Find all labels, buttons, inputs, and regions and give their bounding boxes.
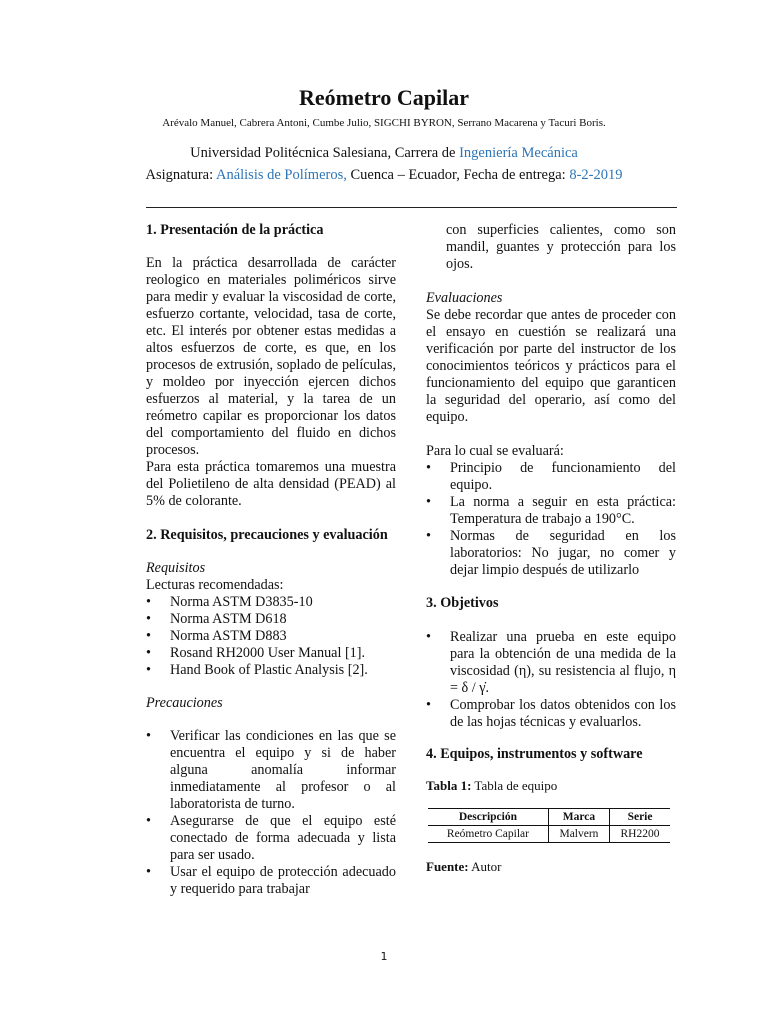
table-header-cell: Serie bbox=[610, 809, 670, 826]
list-item: • Realizar una prueba en este equipo para la obtención de una medida de la viscosidad (η), su resistencia al flujo, η = δ / γ̇. bbox=[426, 629, 676, 696]
university-prefix: Universidad Politécnica Salesiana, Carrera de bbox=[190, 145, 460, 161]
bullet: • bbox=[426, 528, 431, 544]
equipment-table bbox=[428, 808, 670, 843]
section-1-paragraph-2: Para esta práctica tomaremos una muestra del Polietileno de alta densidad (PEAD) al 5% de colorante. bbox=[146, 459, 396, 509]
subject-middle: Cuenca – Ecuador, Fecha de entrega: bbox=[346, 167, 570, 183]
list-item: • La norma a seguir en esta práctica: Temperatura de trabajo a 190°C. bbox=[426, 494, 676, 527]
evaluaciones-subheading: Evaluaciones bbox=[426, 290, 503, 306]
list-item: • Comprobar los datos obtenidos con los de las hojas técnicas y evaluarlos. bbox=[426, 697, 676, 730]
left-column bbox=[146, 222, 396, 898]
bullet: • bbox=[146, 662, 151, 678]
table-cell: Reómetro Capilar bbox=[428, 826, 548, 843]
bullet: • bbox=[146, 813, 151, 829]
list-item: • Principio de funcionamiento del equipo. bbox=[426, 460, 676, 493]
precaution-continued: con superficies calientes, como son mandil, guantes y protección para los ojos. bbox=[446, 222, 676, 272]
readings-list bbox=[146, 594, 396, 679]
page-number: 1 bbox=[380, 950, 388, 963]
table-header-cell: Marca bbox=[548, 809, 609, 826]
readings-label: Lecturas recomendadas: bbox=[146, 577, 284, 593]
section-1-heading: 1. Presentación de la práctica bbox=[146, 222, 324, 238]
requisitos-subheading: Requisitos bbox=[146, 560, 206, 576]
author-list: Arévalo Manuel, Cabrera Antoni, Cumbe Julio, SIGCHI BYRON, Serrano Macarena y Tacuri Boris. bbox=[162, 117, 606, 129]
section-4-heading: 4. Equipos, instrumentos y software bbox=[426, 746, 643, 762]
bullet: • bbox=[426, 629, 431, 645]
right-column bbox=[426, 222, 676, 875]
list-item: • Asegurarse de que el equipo esté conectado de forma adecuada y lista para ser usado. bbox=[146, 813, 396, 863]
bullet: • bbox=[426, 460, 431, 476]
table-header-row bbox=[428, 809, 670, 826]
list-item: • Rosand RH2000 User Manual [1]. bbox=[146, 645, 366, 661]
section-1-paragraph-1: En la práctica desarrollada de carácter reologico en materiales poliméricos sirve para medir y evaluar la viscosidad de corte, esfuerzo cortante, velocidad, tasa de corte, etc. El interés por obtener estas medidas a altos esfuerzos de corte, es que, en los procesos de extrusión, soplado de películas, y moldeo por inyección ejercen dichos esfuerzos al material, y la tarea de un reómetro capilar es proporcionar los datos del comportamiento del fluido en dichos procesos. bbox=[146, 255, 396, 458]
bullet: • bbox=[146, 728, 151, 744]
subject-name: Análisis de Polímeros, bbox=[215, 167, 347, 183]
evaluation-list bbox=[426, 460, 676, 579]
university-line bbox=[0, 144, 768, 162]
table-cell: Malvern bbox=[548, 826, 609, 843]
table-caption: Tabla 1: Tabla de equipo bbox=[426, 778, 558, 793]
section-3-heading: 3. Objetivos bbox=[426, 595, 499, 611]
bullet: • bbox=[426, 494, 431, 510]
list-item: • Verificar las condiciones en las que se encuentra el equipo y si de haber alguna anomalía informar inmediatamente al profesor o al laboratorista de turno. bbox=[146, 728, 396, 812]
table-header-cell: Descripción bbox=[428, 809, 548, 826]
objectives-list bbox=[426, 629, 676, 731]
career-name: Ingeniería Mecánica bbox=[459, 145, 578, 161]
table-cell: RH2200 bbox=[610, 826, 670, 843]
list-item: • Norma ASTM D3835-10 bbox=[146, 594, 313, 610]
precautions-list bbox=[146, 728, 396, 898]
bullet: • bbox=[146, 645, 151, 661]
subject-prefix: Asignatura: bbox=[145, 167, 216, 183]
bullet: • bbox=[146, 594, 151, 610]
list-item: • Norma ASTM D618 bbox=[146, 611, 287, 627]
bullet: • bbox=[146, 864, 151, 880]
header-divider bbox=[146, 207, 677, 208]
list-item: • Normas de seguridad en los laboratorios: No jugar, no comer y dejar limpio después de utilizarlo bbox=[426, 528, 676, 578]
list-item: • Hand Book of Plastic Analysis [2]. bbox=[146, 662, 368, 678]
evaluation-intro: Para lo cual se evaluará: bbox=[426, 443, 564, 459]
bullet: • bbox=[146, 611, 151, 627]
precauciones-subheading: Precauciones bbox=[146, 695, 223, 711]
evaluaciones-paragraph: Se debe recordar que antes de proceder con el ensayo en cuestión se realizará una verificación por parte del instructor de los conocimientos teóricos y prácticos para el funcionamiento del equipo que garanticen la seguridad del operario, así como del equipo. bbox=[426, 307, 676, 425]
list-item: • Usar el equipo de protección adecuado y requerido para trabajar bbox=[146, 864, 396, 897]
bullet: • bbox=[426, 697, 431, 713]
subject-line bbox=[0, 166, 768, 184]
delivery-date: 8-2-2019 bbox=[569, 167, 623, 183]
list-item: • Norma ASTM D883 bbox=[146, 628, 287, 644]
table-row bbox=[428, 826, 670, 843]
paper-title: Reómetro Capilar bbox=[298, 85, 470, 110]
section-2-heading: 2. Requisitos, precauciones y evaluación bbox=[146, 527, 388, 543]
bullet: • bbox=[146, 628, 151, 644]
table-source: Fuente: Autor bbox=[426, 859, 502, 874]
